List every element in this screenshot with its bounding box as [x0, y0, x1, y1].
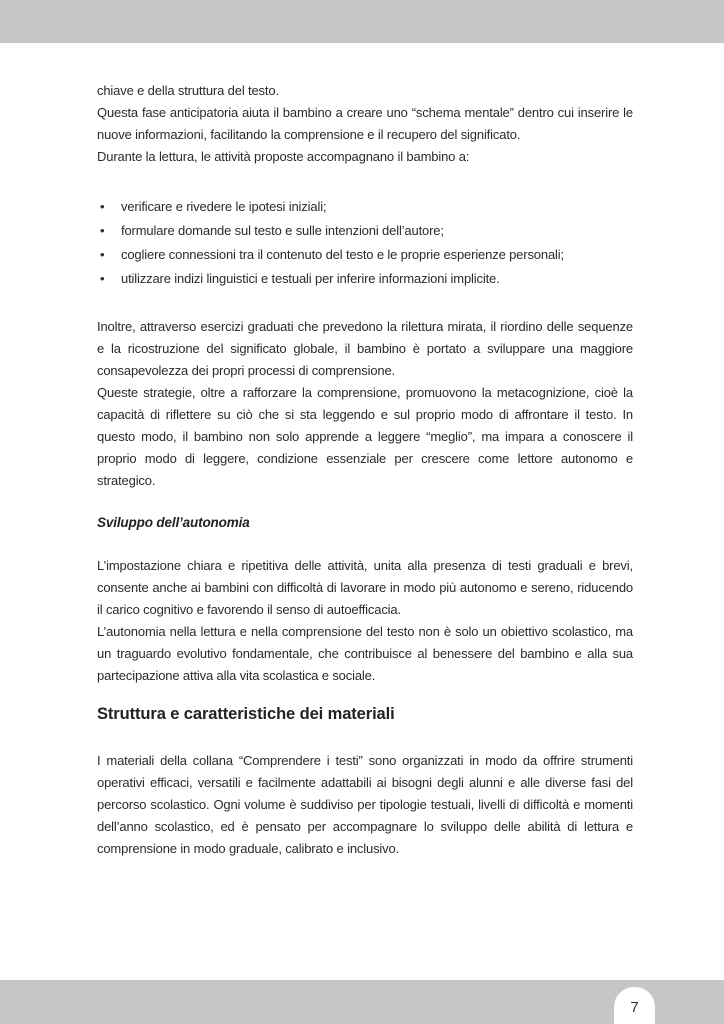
paragraph-impostazione: L’impostazione chiara e ripetitiva delle attività, unita alla presenza di testi graduali e brevi, consente anche ai bambini con difficoltà di lavorare in modo più autonomo e sereno, riducendo il carico cognitivo e favorendo il senso di autoefficacia. — [97, 558, 633, 617]
page-content — [97, 80, 633, 860]
page-number-tab — [614, 987, 655, 1024]
intro-paragraph: Questa fase anticipatoria aiuta il bambino a creare uno “schema mentale” dentro cui inserire le nuove informazioni, facilitando la comprensione e il recupero del significato. — [97, 105, 633, 142]
list-item — [97, 219, 633, 243]
paragraph-esercizi: Inoltre, attraverso esercizi graduati che prevedono la rilettura mirata, il riordino delle sequenze e la ricostruzione del significato globale, il bambino è portato a sviluppare una maggiore consapevolezza dei propri processi di comprensione. — [97, 319, 633, 378]
top-band — [0, 0, 724, 43]
paragraph-strategie: Queste strategie, oltre a rafforzare la comprensione, promuovono la metacognizione, cioè la capacità di riflettere su ciò che si sta leggendo e sul proprio modo di affrontare il testo. In questo modo, il bambino non solo apprende a leggere “meglio”, ma impara a conoscere il proprio modo di leggere, condizione essenziale per crescere come lettore autonomo e strategico. — [97, 385, 633, 488]
list-item-text: formulare domande sul testo e sulle intenzioni dell’autore; — [121, 223, 444, 238]
page-number: 7 — [630, 999, 639, 1016]
list-item-text: utilizzare indizi linguistici e testuali per inferire informazioni implicite. — [121, 271, 500, 286]
intro-line-carryover: chiave e della struttura del testo. — [97, 83, 279, 98]
paragraph-autonomia: L’autonomia nella lettura e nella comprensione del testo non è solo un obiettivo scolastico, ma un traguardo evolutivo fondamentale, che contribuisce al benessere del bambino e alla sua partecipazione attiva alla vita scolastica e sociale. — [97, 624, 633, 683]
bullet-icon: • — [100, 223, 105, 238]
list-item — [97, 243, 633, 267]
bullet-list — [97, 195, 633, 291]
bullet-icon: • — [100, 271, 105, 286]
list-item — [97, 267, 633, 291]
list-item-text: cogliere connessioni tra il contenuto del testo e le proprie esperienze personali; — [121, 247, 564, 262]
paragraph-materiali: I materiali della collana “Comprendere i testi” sono organizzati in modo da offrire strumenti operativi efficaci, versatili e facilmente adattabili ai bisogni degli alunni e alle diverse fasi del percorso scolastico. Ogni volume è suddiviso per tipologie testuali, livelli di difficoltà e momenti dell’anno scolastico, ed è pensato per accompagnare lo sviluppo delle abilità di lettura e comprensione in modo graduale, calibrato e inclusivo. — [97, 753, 633, 856]
subsection-heading-autonomia: Sviluppo dell’autonomia — [97, 515, 250, 530]
list-item — [97, 195, 633, 219]
bullet-icon: • — [100, 199, 105, 214]
intro-lead-in: Durante la lettura, le attività proposte accompagnano il bambino a: — [97, 149, 470, 164]
section-heading-struttura: Struttura e caratteristiche dei materiali — [97, 705, 395, 723]
list-item-text: verificare e rivedere le ipotesi iniziali; — [121, 199, 327, 214]
bullet-icon: • — [100, 247, 105, 262]
